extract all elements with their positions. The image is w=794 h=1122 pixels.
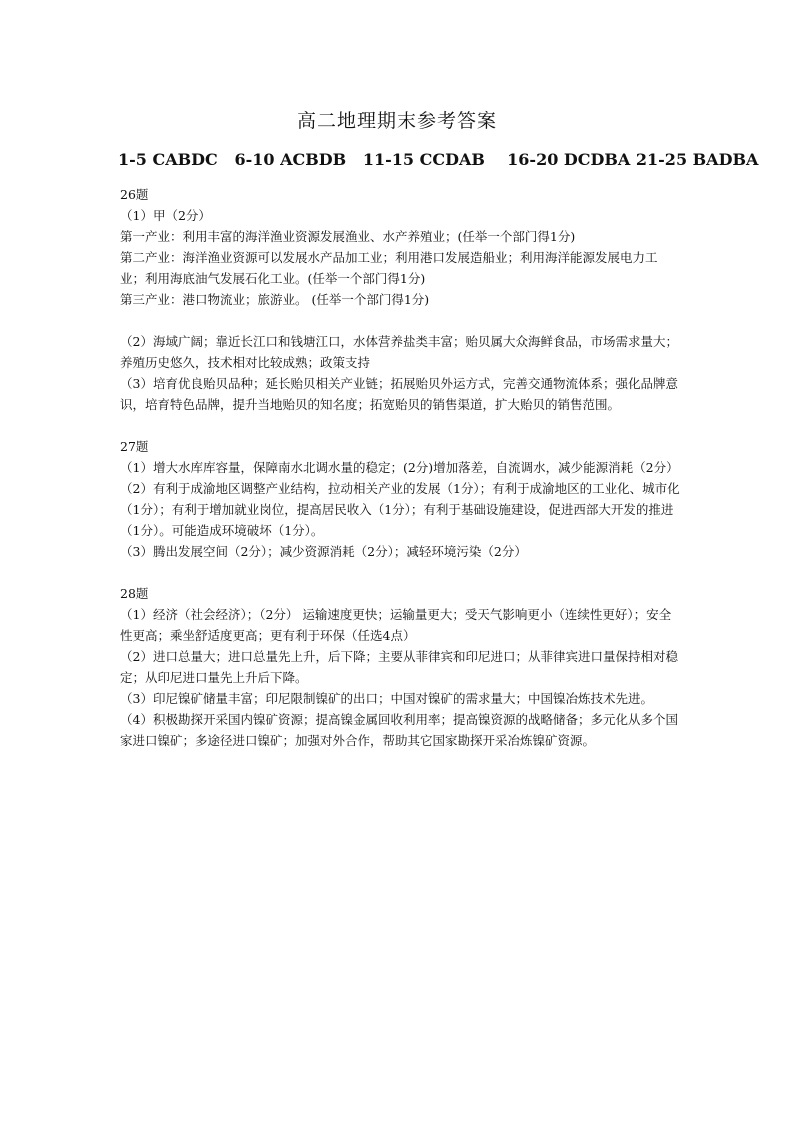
question-27-heading: 27题 xyxy=(120,439,149,454)
question-26-section xyxy=(120,184,680,415)
q27-part-2: （2）有利于成渝地区调整产业结构，拉动相关产业的发展（1分）；有利于成渝地区的工业化、城市化（1分）；有利于增加就业岗位，提高居民收入（1分）；有利于基础设施建设，促进西部大开发的推进（1分）。可能造成环境破坏（1分）。 xyxy=(120,481,680,538)
q26-part-2: （2）海域广阔；靠近长江口和钱塘江口，水体营养盐类丰富；贻贝属大众海鲜食品，市场需求量大；养殖历史悠久，技术相对比较成熟；政策支持 xyxy=(120,334,678,370)
q27-part-1: （1）增大水库库容量，保障南水北调水量的稳定；(2分)增加落差，自流调水，减少能源消耗（2分） xyxy=(120,460,679,475)
q26-tertiary-industry: 第三产业：港口物流业；旅游业。 (任举一个部门得1分) xyxy=(120,292,430,307)
spacer xyxy=(120,415,680,436)
page-title: 高二地理期末参考答案 xyxy=(296,110,497,132)
q26-part-3: （3）培育优良贻贝品种；延长贻贝相关产业链；拓展贻贝外运方式，完善交通物流体系；强化品牌意识，培育特色品牌，提升当地贻贝的知名度；拓宽贻贝的销售渠道，扩大贻贝的销售范围。 xyxy=(120,376,678,412)
answer-content xyxy=(120,184,680,751)
spacer xyxy=(120,562,680,583)
q26-secondary-industry: 第二产业：海洋渔业资源可以发展水产品加工业；利用港口发展造船业；利用海洋能源发展电力工业；利用海底油气发展石化工业。(任举一个部门得1分) xyxy=(120,250,658,286)
q26-primary-industry: 第一产业：利用丰富的海洋渔业资源发展渔业、水产养殖业；(任举一个部门得1分) xyxy=(120,229,576,244)
question-28-section xyxy=(120,583,680,751)
q28-part-4: （4）积极勘探开采国内镍矿资源；提高镍金属回收利用率；提高镍资源的战略储备；多元化从多个国家进口镍矿；多途径进口镍矿；加强对外合作，帮助其它国家勘探开采冶炼镍矿资源。 xyxy=(120,712,678,748)
question-26-heading: 26题 xyxy=(120,187,149,202)
question-28-heading: 28题 xyxy=(120,586,149,601)
multiple-choice-answers: 1-5 CABDC 6-10 ACBDB 11-15 CCDAB 16-20 DCDBA 21-25 BADBA xyxy=(118,150,759,169)
q28-part-3: （3）印尼镍矿储量丰富；印尼限制镍矿的出口；中国对镍矿的需求量大；中国镍冶炼技术先进。 xyxy=(120,691,653,706)
q27-part-3: （3）腾出发展空间（2分）；减少资源消耗（2分）；减轻环境污染（2分） xyxy=(120,544,527,559)
q26-part-1: （1）甲（2分） xyxy=(120,208,211,223)
question-27-section xyxy=(120,436,680,562)
q28-part-1: （1）经济（社会经济）；（2分） 运输速度更快；运输量更大；受天气影响更小（连续性更好）；安全性更高；乘坐舒适度更高；更有利于环保（任选4点） xyxy=(120,607,672,643)
q28-part-2: （2）进口总量大；进口总量先上升，后下降；主要从菲律宾和印尼进口；从菲律宾进口量保持相对稳定；从印尼进口量先上升后下降。 xyxy=(120,649,678,685)
spacer xyxy=(120,310,680,331)
